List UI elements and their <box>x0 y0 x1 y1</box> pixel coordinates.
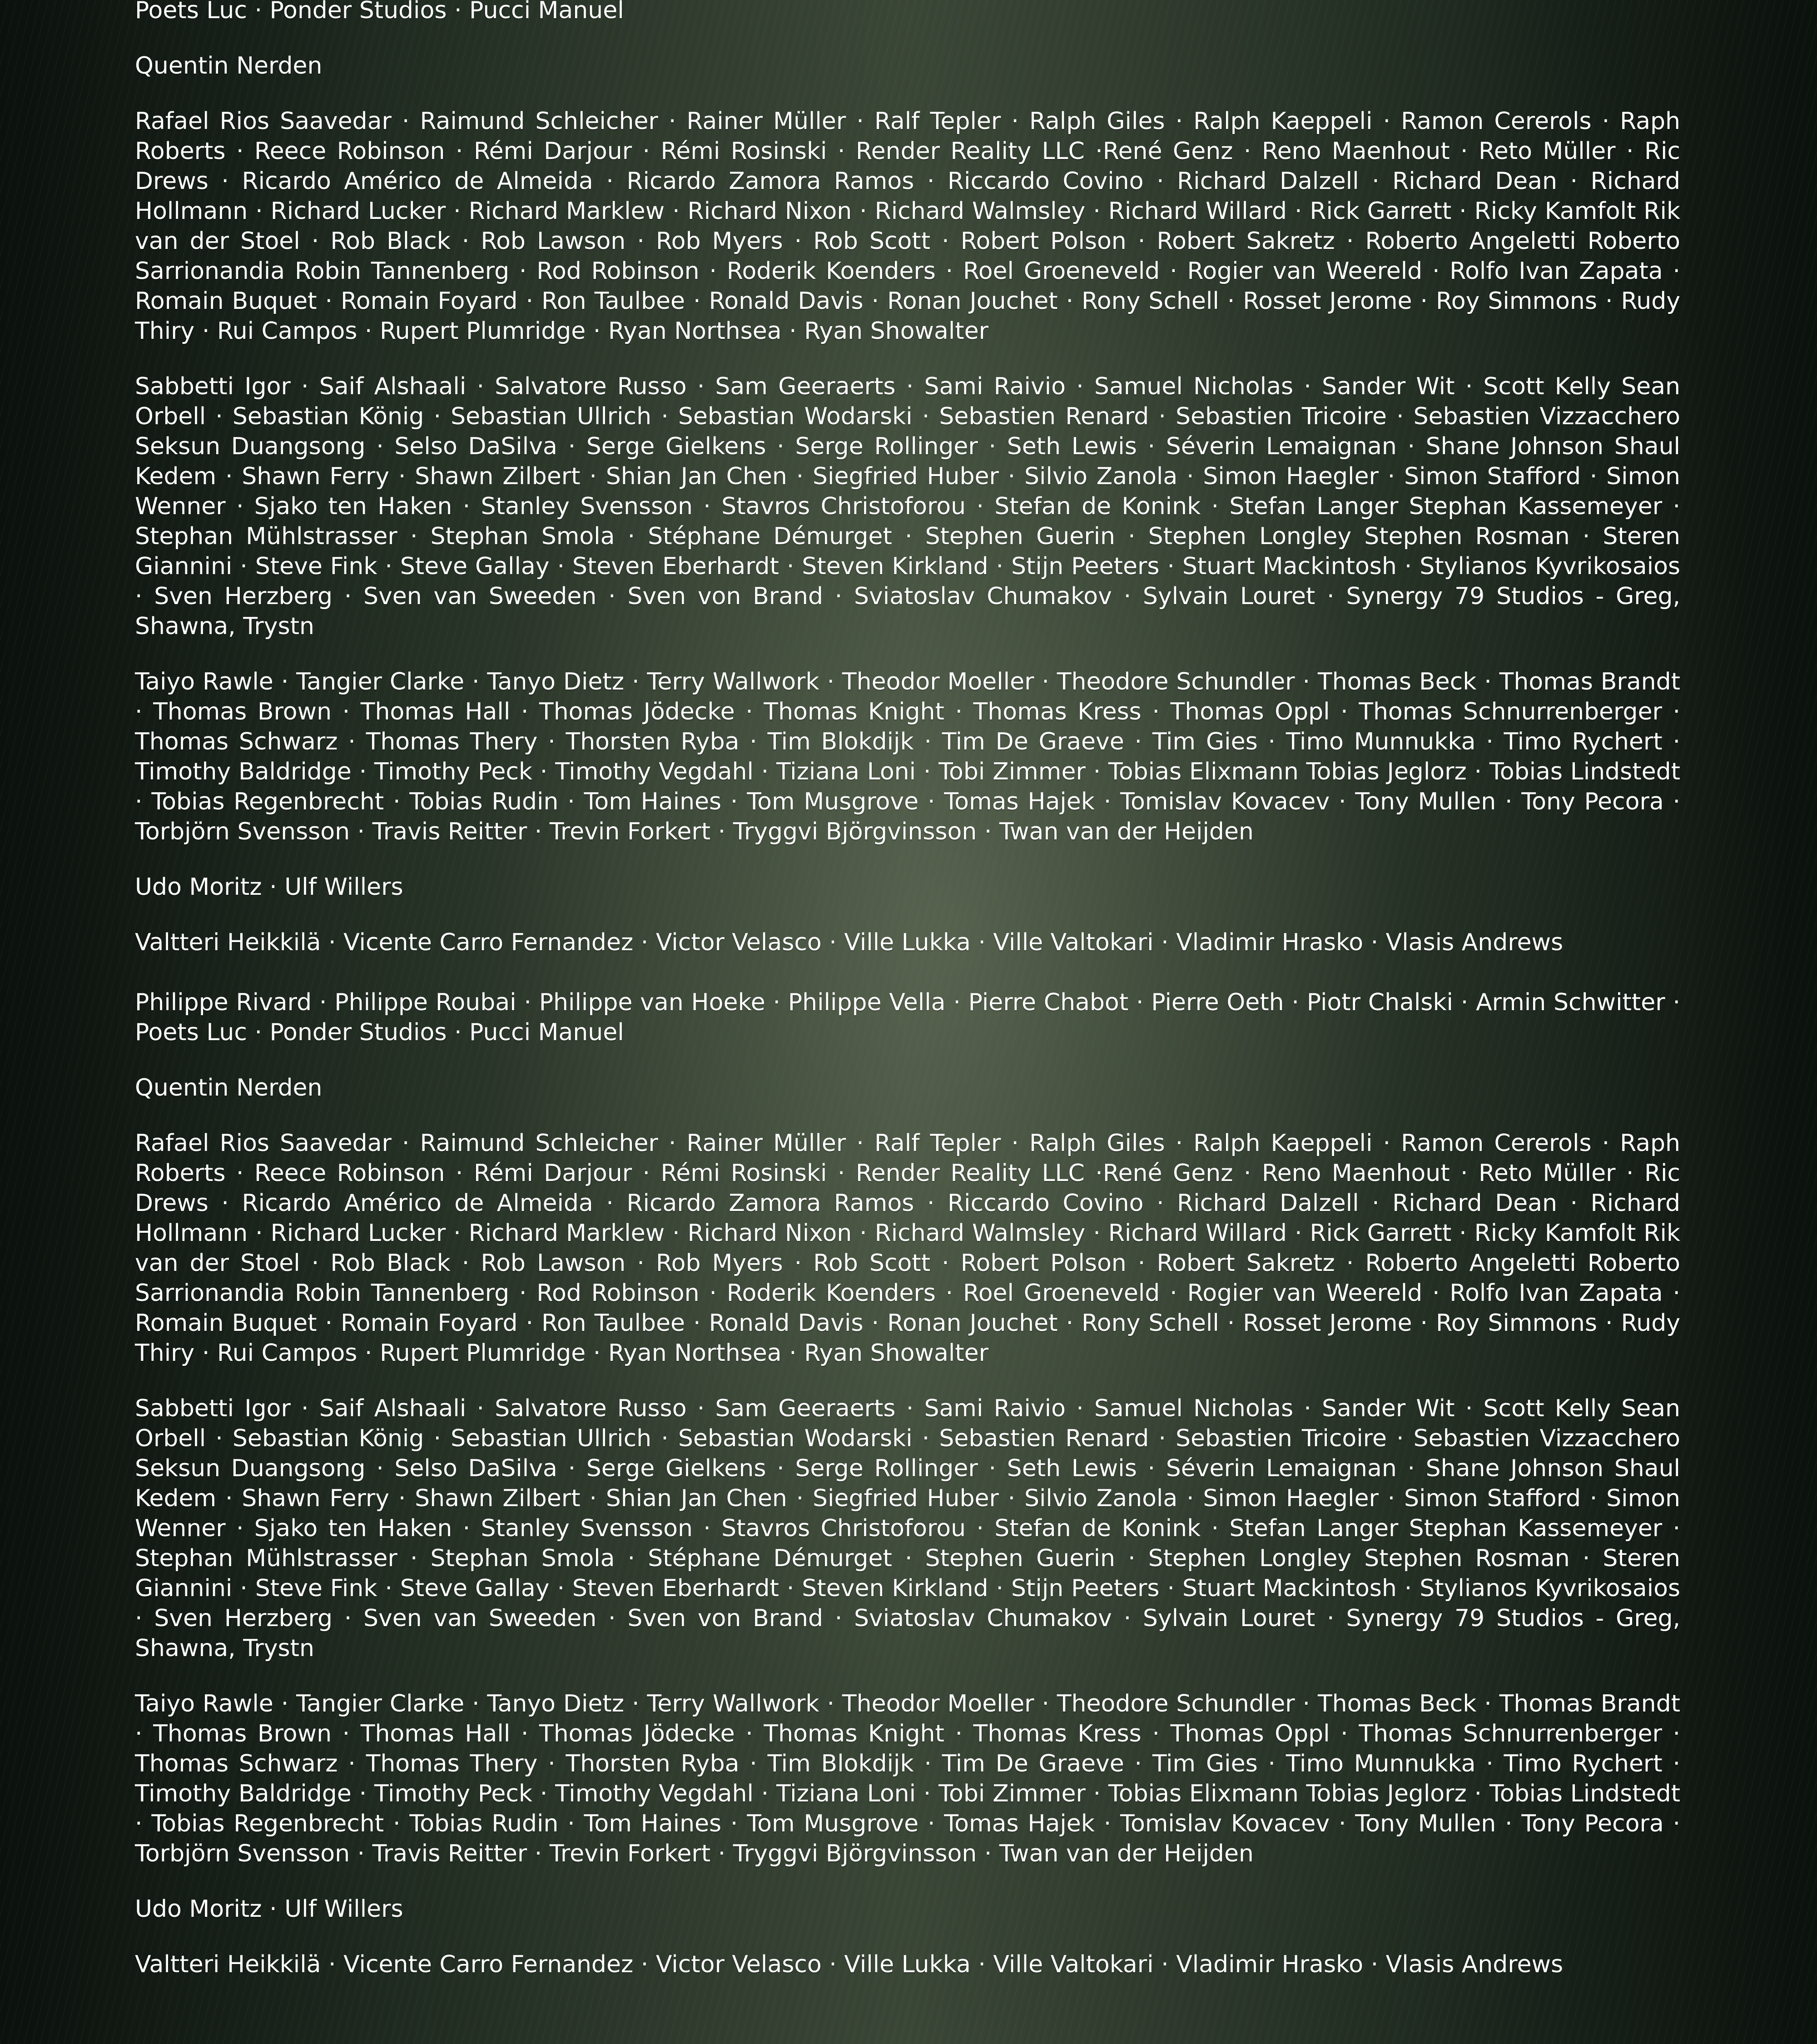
credits-names-q: Quentin Nerden <box>135 52 322 79</box>
credits-names-p: Poets Luc · Ponder Studios · Pucci Manuel <box>135 0 1688 24</box>
credits-names-r: Rafael Rios Saavedar · Raimund Schleicher · Rainer Müller · Ralf Tepler · Ralph Giles · Ralph Kaeppeli · Ramon Cererols · Raph Roberts · Reece Robinson · Rémi Darjour · Rémi Rosinski · Render Reality LLC ·René Genz · Reno Maenhout · Reto Müller · Ric Drews · Ricardo Américo de Almeida · Ricardo Zamora Ramos · Riccardo Covino · Richard Dalzell · Richard Dean · Richard Hollmann · Richard Lucker · Richard Marklew · Richard Nixon · Richard Walmsley · Richard Willard · Rick Garrett · Ricky Kamfolt Rik van der Stoel · Rob Black · Rob Lawson · Rob Myers · Rob Scott · Robert Polson · Robert Sakretz · Roberto Angeletti Roberto Sarrionandia Robin Tannenberg · Rod Robinson · Roderik Koenders · Roel Groeneveld · Rogier van Weereld · Rolfo Ivan Zapata · Romain Buquet · Romain Foyard · Ron Taulbee · Ronald Davis · Ronan Jouchet · Rony Schell · Rosset Jerome · Roy Simmons · Rudy Thiry · Rui Campos · Rupert Plumridge · Ryan Northsea · Ryan Showalter <box>135 108 1688 345</box>
credits-names-q: Quentin Nerden <box>135 1074 322 1101</box>
credits-names-v: Valtteri Heikkilä · Vicente Carro Fernandez · Victor Velasco · Ville Lukka · Ville Valtokari · Vladimir Hrasko · Vlasis Andrews <box>135 929 1563 956</box>
credits-names-u: Udo Moritz · Ulf Willers <box>135 1895 403 1923</box>
credits-names-t: Taiyo Rawle · Tangier Clarke · Tanyo Dietz · Terry Wallwork · Theodor Moeller · Theodore Schundler · Thomas Beck · Thomas Brandt · Thomas Brown · Thomas Hall · Thomas Jödecke · Thomas Knight · Thomas Kress · Thomas Oppl · Thomas Schnurrenberger · Thomas Schwarz · Thomas Thery · Thorsten Ryba · Tim Blokdijk · Tim De Graeve · Tim Gies · Timo Munnukka · Timo Rychert · Timothy Baldridge · Timothy Peck · Timothy Vegdahl · Tiziana Loni · Tobi Zimmer · Tobias Elixmann Tobias Jeglorz · Tobias Lindstedt · Tobias Regenbrecht · Tobias Rudin · Tom Haines · Tom Musgrove · Tomas Hajek · Tomislav Kovacev · Tony Mullen · Tony Pecora · Torbjörn Svensson · Travis Reitter · Trevin Forkert · Tryggvi Björgvinsson · Twan van der Heijden <box>135 1690 1688 1867</box>
credits-names-s: Sabbetti Igor · Saif Alshaali · Salvatore Russo · Sam Geeraerts · Sami Raivio · Samuel Nicholas · Sander Wit · Scott Kelly Sean Orbell · Sebastian König · Sebastian Ullrich · Sebastian Wodarski · Sebastien Renard · Sebastien Tricoire · Sebastien Vizzacchero Seksun Duangsong · Selso DaSilva · Serge Gielkens · Serge Rollinger · Seth Lewis · Séverin Lemaignan · Shane Johnson Shaul Kedem · Shawn Ferry · Shawn Zilbert · Shian Jan Chen · Siegfried Huber · Silvio Zanola · Simon Haegler · Simon Stafford · Simon Wenner · Sjako ten Haken · Stanley Svensson · Stavros Christoforou · Stefan de Konink · Stefan Langer Stephan Kassemeyer · Stephan Mühlstrasser · Stephan Smola · Stéphane Démurget · Stephen Guerin · Stephen Longley Stephen Rosman · Steren Giannini · Steve Fink · Steve Gallay · Steven Eberhardt · Steven Kirkland · Stijn Peeters · Stuart Mackintosh · Stylianos Kyvrikosaios · Sven Herzberg · Sven van Sweeden · Sven von Brand · Sviatoslav Chumakov · Sylvain Louret · Synergy 79 Studios - Greg, Shawna, Trystn <box>135 1395 1688 1662</box>
credits-names-v: Valtteri Heikkilä · Vicente Carro Fernandez · Victor Velasco · Ville Lukka · Ville Valtokari · Vladimir Hrasko · Vlasis Andrews <box>135 1951 1563 1978</box>
credits-names-u: Udo Moritz · Ulf Willers <box>135 873 403 901</box>
credits-names-r: Rafael Rios Saavedar · Raimund Schleicher · Rainer Müller · Ralf Tepler · Ralph Giles · Ralph Kaeppeli · Ramon Cererols · Raph Roberts · Reece Robinson · Rémi Darjour · Rémi Rosinski · Render Reality LLC ·René Genz · Reno Maenhout · Reto Müller · Ric Drews · Ricardo Américo de Almeida · Ricardo Zamora Ramos · Riccardo Covino · Richard Dalzell · Richard Dean · Richard Hollmann · Richard Lucker · Richard Marklew · Richard Nixon · Richard Walmsley · Richard Willard · Rick Garrett · Ricky Kamfolt Rik van der Stoel · Rob Black · Rob Lawson · Rob Myers · Rob Scott · Robert Polson · Robert Sakretz · Roberto Angeletti Roberto Sarrionandia Robin Tannenberg · Rod Robinson · Roderik Koenders · Roel Groeneveld · Rogier van Weereld · Rolfo Ivan Zapata · Romain Buquet · Romain Foyard · Ron Taulbee · Ronald Davis · Ronan Jouchet · Rony Schell · Rosset Jerome · Roy Simmons · Rudy Thiry · Rui Campos · Rupert Plumridge · Ryan Northsea · Ryan Showalter <box>135 1130 1688 1367</box>
credits-names-s: Sabbetti Igor · Saif Alshaali · Salvatore Russo · Sam Geeraerts · Sami Raivio · Samuel Nicholas · Sander Wit · Scott Kelly Sean Orbell · Sebastian König · Sebastian Ullrich · Sebastian Wodarski · Sebastien Renard · Sebastien Tricoire · Sebastien Vizzacchero Seksun Duangsong · Selso DaSilva · Serge Gielkens · Serge Rollinger · Seth Lewis · Séverin Lemaignan · Shane Johnson Shaul Kedem · Shawn Ferry · Shawn Zilbert · Shian Jan Chen · Siegfried Huber · Silvio Zanola · Simon Haegler · Simon Stafford · Simon Wenner · Sjako ten Haken · Stanley Svensson · Stavros Christoforou · Stefan de Konink · Stefan Langer Stephan Kassemeyer · Stephan Mühlstrasser · Stephan Smola · Stéphane Démurget · Stephen Guerin · Stephen Longley Stephen Rosman · Steren Giannini · Steve Fink · Steve Gallay · Steven Eberhardt · Steven Kirkland · Stijn Peeters · Stuart Mackintosh · Stylianos Kyvrikosaios · Sven Herzberg · Sven van Sweeden · Sven von Brand · Sviatoslav Chumakov · Sylvain Louret · Synergy 79 Studios - Greg, Shawna, Trystn <box>135 373 1688 640</box>
credits-names-p: Philippe Rivard · Philippe Roubai · Philippe van Hoeke · Philippe Vella · Pierre Chabot · Pierre Oeth · Piotr Chalski · Armin Schwitter · Poets Luc · Ponder Studios · Pucci Manuel <box>135 989 1688 1046</box>
credits-names-t: Taiyo Rawle · Tangier Clarke · Tanyo Dietz · Terry Wallwork · Theodor Moeller · Theodore Schundler · Thomas Beck · Thomas Brandt · Thomas Brown · Thomas Hall · Thomas Jödecke · Thomas Knight · Thomas Kress · Thomas Oppl · Thomas Schnurrenberger · Thomas Schwarz · Thomas Thery · Thorsten Ryba · Tim Blokdijk · Tim De Graeve · Tim Gies · Timo Munnukka · Timo Rychert · Timothy Baldridge · Timothy Peck · Timothy Vegdahl · Tiziana Loni · Tobi Zimmer · Tobias Elixmann Tobias Jeglorz · Tobias Lindstedt · Tobias Regenbrecht · Tobias Rudin · Tom Haines · Tom Musgrove · Tomas Hajek · Tomislav Kovacev · Tony Mullen · Tony Pecora · Torbjörn Svensson · Travis Reitter · Trevin Forkert · Tryggvi Björgvinsson · Twan van der Heijden <box>135 668 1688 845</box>
